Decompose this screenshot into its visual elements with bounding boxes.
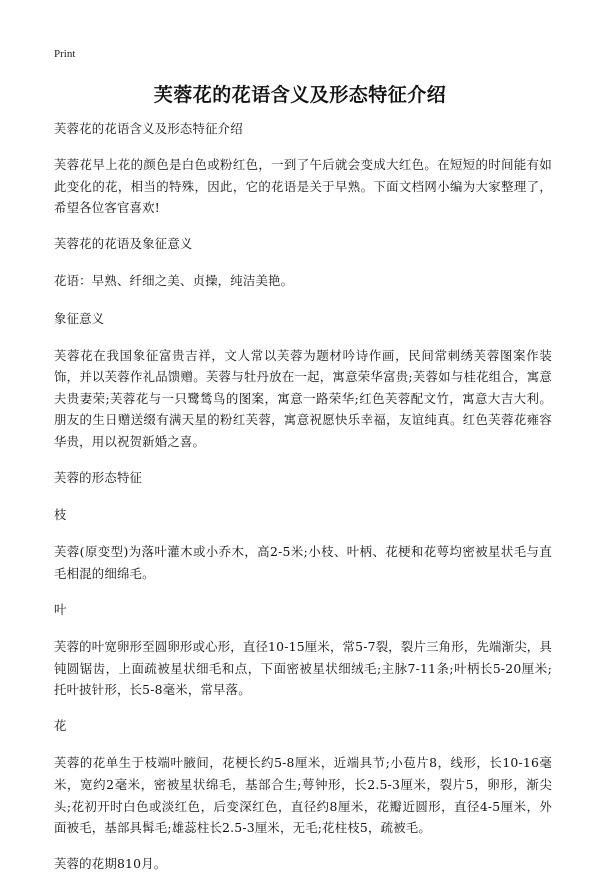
article-subtitle: 芙蓉花的花语含义及形态特征介绍 [54, 121, 243, 136]
symbolism-paragraph: 芙蓉花在我国象征富贵吉祥，文人常以芙蓉为题材吟诗作画，民间常刺绣芙蓉图案作装饰，并以芙蓉作礼品馈赠。芙蓉与牡丹放在一起，寓意荣华富贵;芙蓉如与桂花组合，寓意夫贵妻荣;芙蓉花与一只鹭鸶鸟的图案，寓意一路荣华;红色芙蓉配文竹，寓意大吉大利。朋友的生日赠送缀有满天星的粉红芙蓉，寓意祝愿快乐幸福，友谊纯真。红色芙蓉花雍容华贵，用以祝贺新婚之喜。 [54, 347, 552, 450]
branch-paragraph: 芙蓉(原变型)为落叶灌木或小乔木，高2-5米;小枝、叶柄、花梗和花萼均密被星状毛与直毛相混的细绵毛。 [54, 544, 552, 581]
flower-language-paragraph: 花语：早熟、纤细之美、贞操，纯洁美艳。 [54, 273, 294, 289]
article-body [54, 118, 552, 889]
intro-paragraph: 芙蓉花早上花的颜色是白色或粉红色，一到了午后就会变成大红色。在短短的时间能有如此变化的花，相当的特殊，因此，它的花语是关于早熟。下面文档网小编为大家整理了，希望各位客官喜欢! [54, 157, 552, 216]
print-label[interactable]: Print [54, 48, 76, 60]
subheading-branch: 枝 [54, 507, 67, 523]
section-heading-symbolism: 象征意义 [54, 310, 105, 326]
page-title: 芙蓉花的花语含义及形态特征介绍 [153, 84, 447, 106]
subheading-leaf: 叶 [54, 602, 67, 617]
leaf-paragraph: 芙蓉的叶宽卵形至圆卵形或心形，直径10-15厘米，常5-7裂，裂片三角形，先端渐尖，具钝圆锯齿，上面疏被星状细毛和点，下面密被星状细绒毛;主脉7-11条;叶柄长5-20厘米;托叶披针形，长5-8毫米，常早落。 [54, 639, 552, 698]
flower-paragraph: 芙蓉的花单生于枝端叶腋间，花梗长约5-8厘米，近端具节;小苞片8，线形，长10-16毫米，宽约2毫米，密被星状绵毛，基部合生;萼钟形，长2.5-3厘米，裂片5，卵形，渐尖头;花初开时白色或淡红色，后变深红色，直径约8厘米，花瓣近圆形，直径4-5厘米，外面被毛，基部具髯毛;雄蕊柱长2.5-3厘米，无毛;花柱枝5，疏被毛。 [54, 755, 552, 836]
subheading-flower: 花 [54, 718, 67, 734]
flowering-period-paragraph: 芙蓉的花期810月。 [54, 856, 167, 872]
section-heading-morphology: 芙蓉的形态特征 [54, 470, 143, 486]
section-heading-meaning: 芙蓉花的花语及象征意义 [54, 236, 193, 252]
